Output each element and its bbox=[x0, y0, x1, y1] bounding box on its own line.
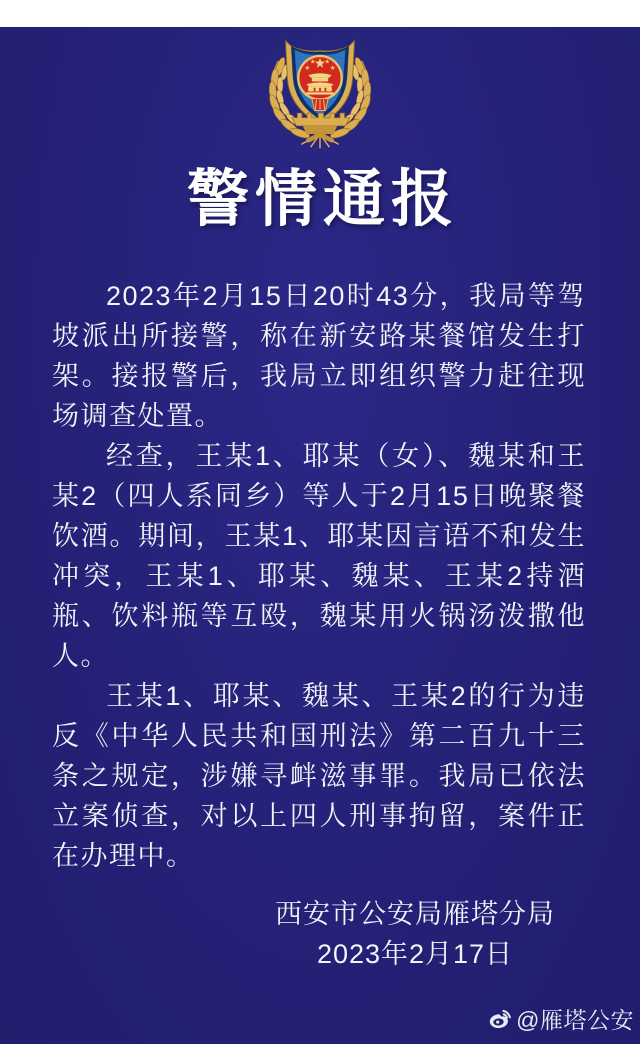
notice-paragraph-3: 王某1、耶某、魏某、王某2的行为违反《中华人民共和国刑法》第二百九十三条之规定，涉嫌寻衅滋事罪。我局已依法立案侦查，对以上四人刑事拘留，案件正在办理中。 bbox=[52, 681, 586, 872]
notice-paragraph-2: 经查，王某1、耶某（女）、魏某和王某2（四人系同乡）等人于2月15日晚聚餐饮酒。期间，王某1、耶某因言语不和发生冲突，王某1、耶某、魏某、王某2持酒瓶、饮料瓶等互殴，魏某用火锅汤泼撒他人。 bbox=[52, 441, 586, 672]
signature-block bbox=[275, 894, 555, 974]
signature-date: 2023年2月17日 bbox=[316, 939, 514, 970]
police-badge-icon bbox=[252, 27, 388, 154]
weibo-icon bbox=[486, 1005, 513, 1032]
signature-organization: 西安市公安局雁塔分局 bbox=[275, 899, 555, 930]
notice-title: 警情通报 bbox=[186, 165, 459, 234]
notice-paragraph-1: 2023年2月15日20时43分，我局等驾坡派出所接警，称在新安路某餐馆发生打架。接报警后，我局立即组织警力赶往现场调查处置。 bbox=[52, 281, 586, 432]
watermark-text: @雁塔公安 bbox=[516, 1007, 634, 1033]
notice-body bbox=[52, 276, 586, 876]
weibo-watermark bbox=[486, 1002, 634, 1035]
police-notice-poster bbox=[0, 27, 640, 1044]
